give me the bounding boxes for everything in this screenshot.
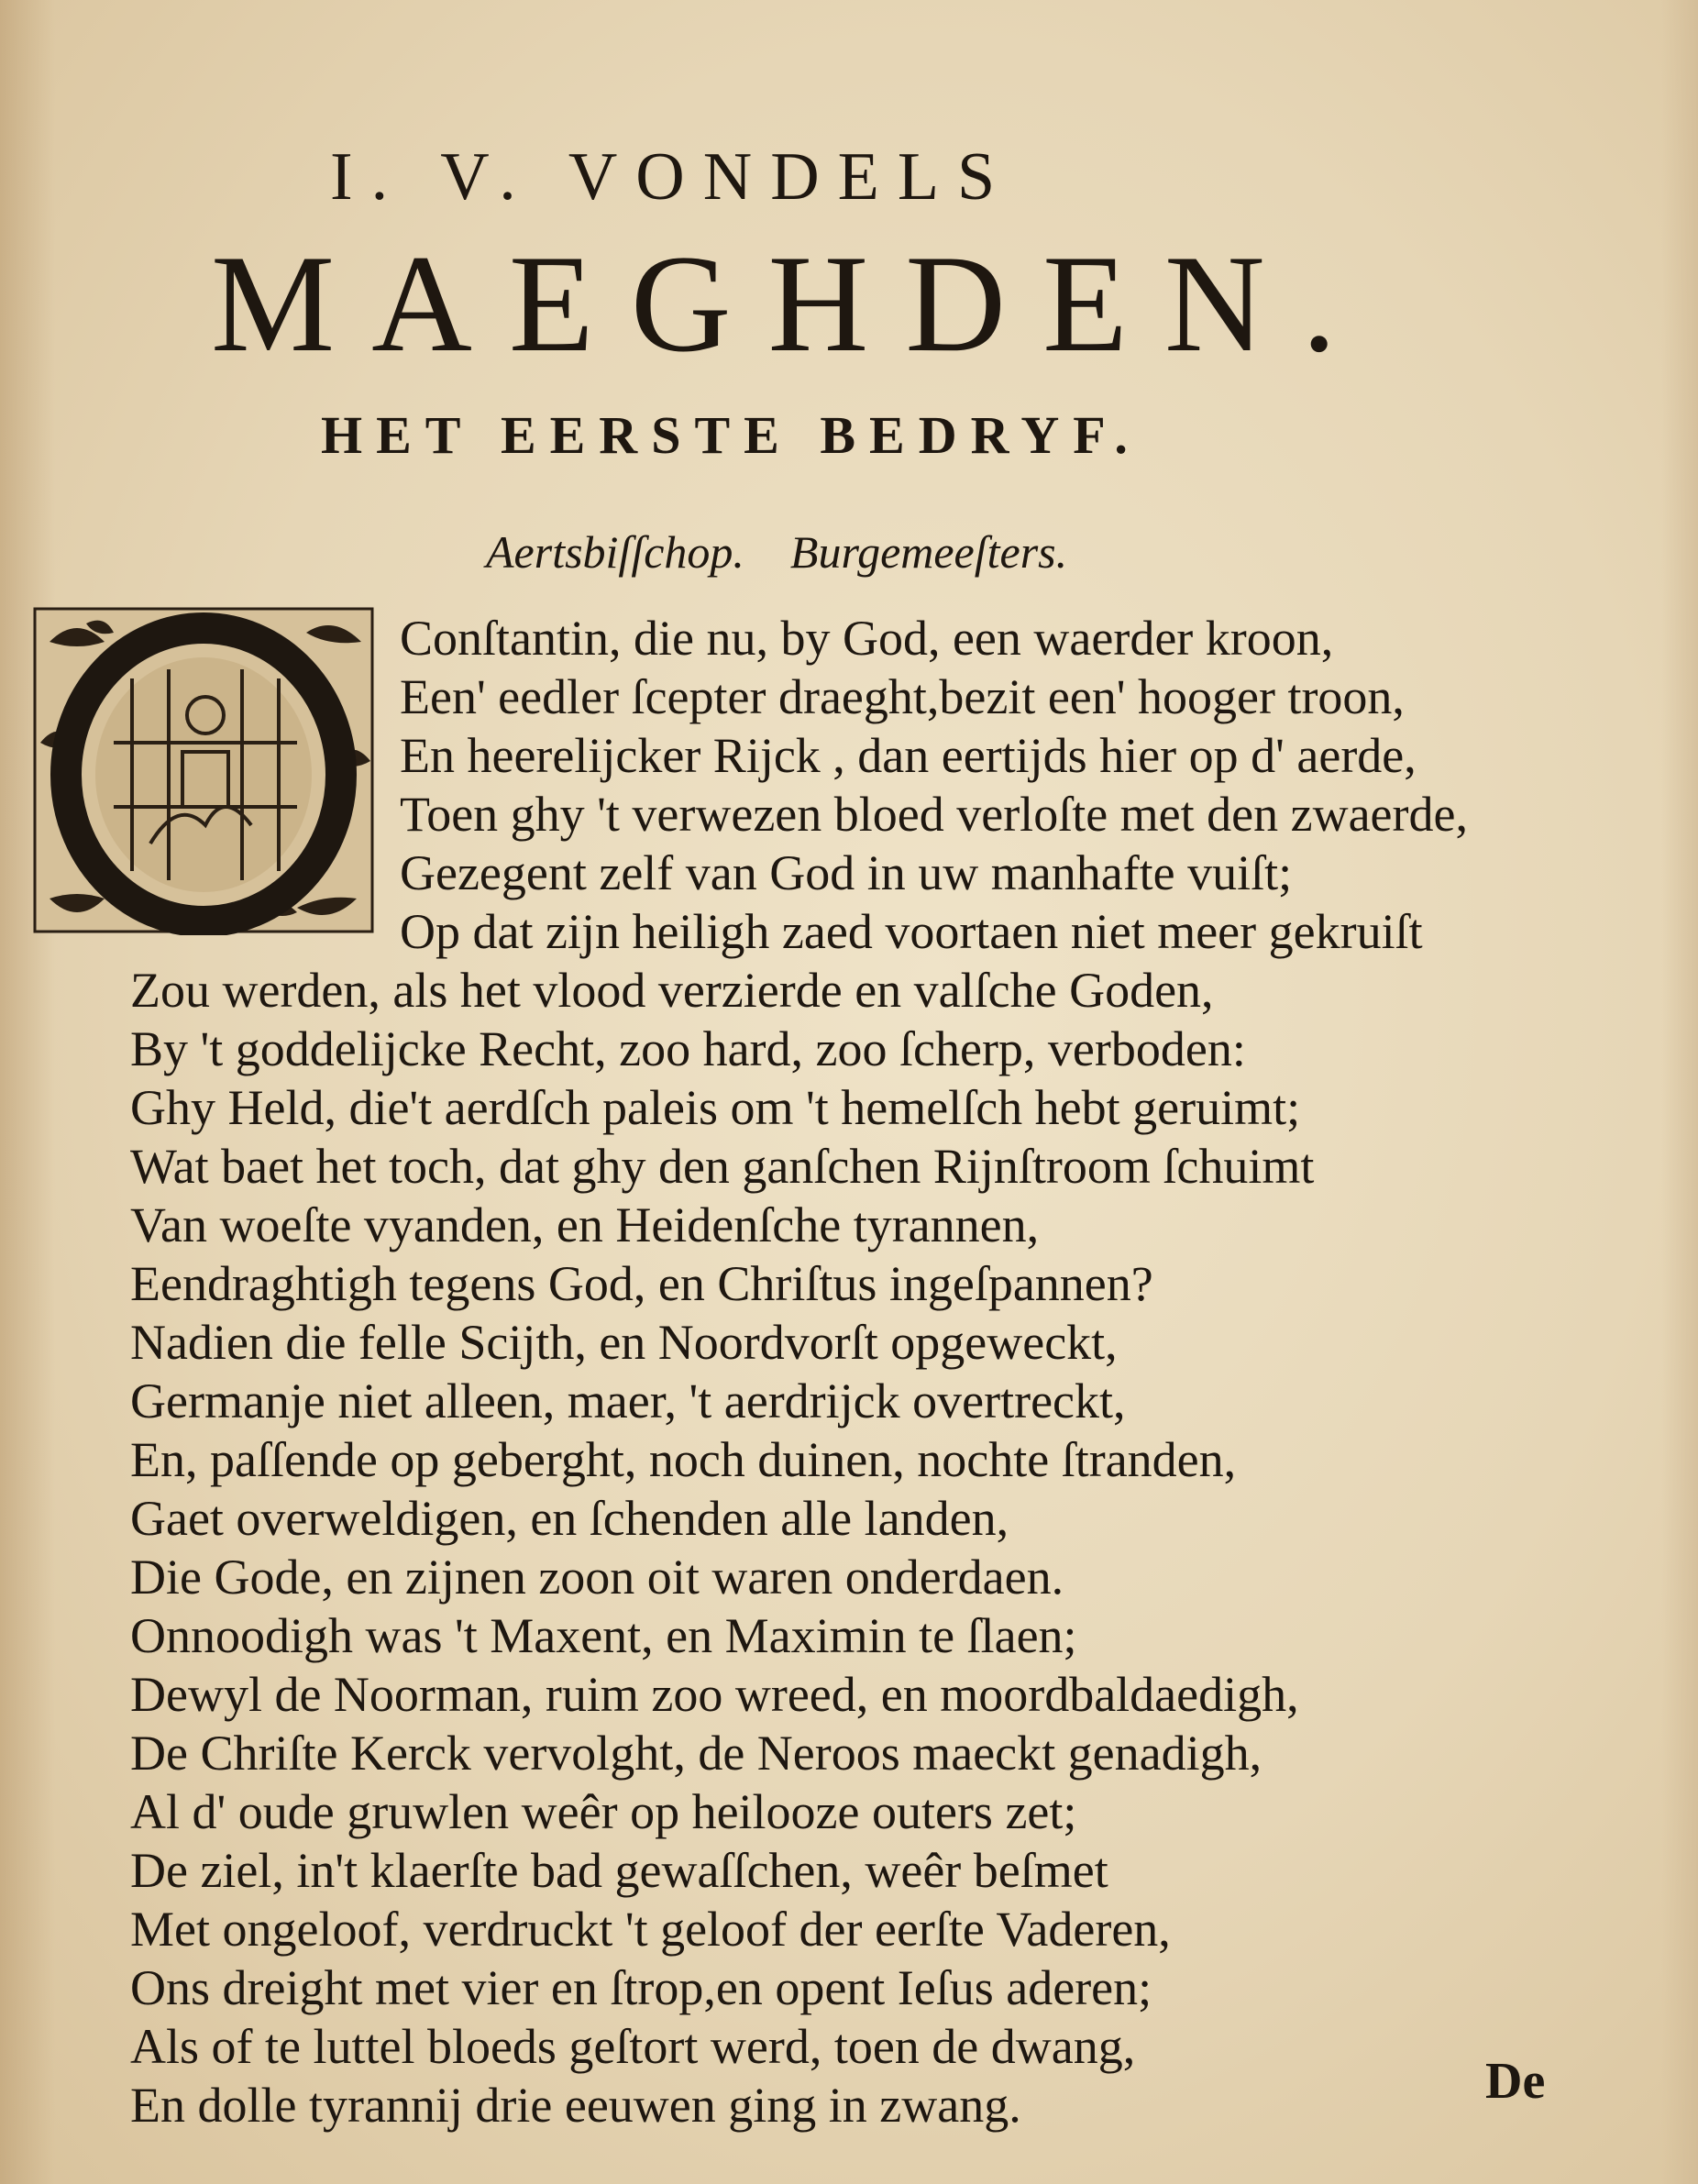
verse-line: Ghy Held, die't aerdſch paleis om 't hemelſch hebt geruimt; — [130, 1080, 1301, 1135]
play-title: MAEGHDEN. — [211, 226, 1373, 381]
verse-line: Onnoodigh was 't Maxent, en Maximin te ſlaen; — [130, 1608, 1077, 1663]
verse-line: Gaet overweldigen, en ſchenden alle landen, — [130, 1491, 1009, 1546]
verse-line: En, paſſende op geberght, noch duinen, nochte ſtranden, — [130, 1432, 1237, 1487]
decorated-initial-O-icon — [31, 605, 376, 935]
act-heading: HET EERSTE BEDRYF. — [321, 405, 1141, 465]
verse-line: De ziel, in't klaerſte bad gewaſſchen, weêr beſmet — [130, 1843, 1108, 1898]
verse-line: Al d' oude gruwlen weêr op heilooze outers zet; — [130, 1784, 1077, 1839]
verse-line: Van woeſte vyanden, en Heidenſche tyrannen, — [130, 1197, 1040, 1252]
verse-line: Gezegent zelf van God in uw manhafte vuiſt; — [400, 845, 1293, 900]
verse-line: Als of te luttel bloeds geſtort werd, toen de dwang, — [130, 2019, 1136, 2074]
verse-line: By 't goddelijcke Recht, zoo hard, zoo ſcherp, verboden: — [130, 1021, 1246, 1076]
author-heading: I. V. VONDELS — [330, 139, 1014, 215]
role-list — [486, 523, 1311, 581]
verse-line: De Chriſte Kerck vervolght, de Neroos maeckt genadigh, — [130, 1726, 1262, 1781]
verse-line: Germanje niet alleen, maer, 't aerdrijck overtreckt, — [130, 1373, 1126, 1428]
verse-line: En heerelijcker Rijck , dan eertijds hier op d' aerde, — [400, 728, 1417, 783]
role-archbishop: Aertsbiſſchop. — [486, 526, 744, 578]
role-burgomasters: Burgemeeſters. — [789, 526, 1068, 578]
verse-line: Nadien die felle Scijth, en Noordvorſt opgeweckt, — [130, 1315, 1118, 1370]
catchword: De — [1485, 2053, 1546, 2110]
verse-line: Conſtantin, die nu, by God, een waerder kroon, — [400, 611, 1334, 666]
verse-line: Met ongeloof, verdruckt 't geloof der eerſte Vaderen, — [130, 1902, 1171, 1957]
verse-line: Op dat zijn heiligh zaed voortaen niet meer gekruiſt — [400, 904, 1423, 959]
verse-line: Die Gode, en zijnen zoon oit waren onderdaen. — [130, 1550, 1064, 1605]
verse-line: Dewyl de Noorman, ruim zoo wreed, en moordbaldaedigh, — [130, 1667, 1299, 1722]
verse-line: Zou werden, als het vlood verzierde en valſche Goden, — [130, 963, 1214, 1018]
verse-line: Eendraghtigh tegens God, en Chriſtus ingeſpannen? — [130, 1256, 1153, 1311]
verse-line: En dolle tyrannij drie eeuwen ging in zwang. — [130, 2078, 1021, 2133]
verse-line: Toen ghy 't verwezen bloed verloſte met den zwaerde, — [400, 787, 1468, 842]
verse-line: Wat baet het toch, dat ghy den ganſchen Rijnſtroom ſchuimt — [130, 1139, 1315, 1194]
verse-line: Een' eedler ſcepter draeght,bezit een' hooger troon, — [400, 669, 1405, 724]
verse-line: Ons dreight met vier en ſtrop,en opent Ieſus aderen; — [130, 1960, 1152, 2015]
